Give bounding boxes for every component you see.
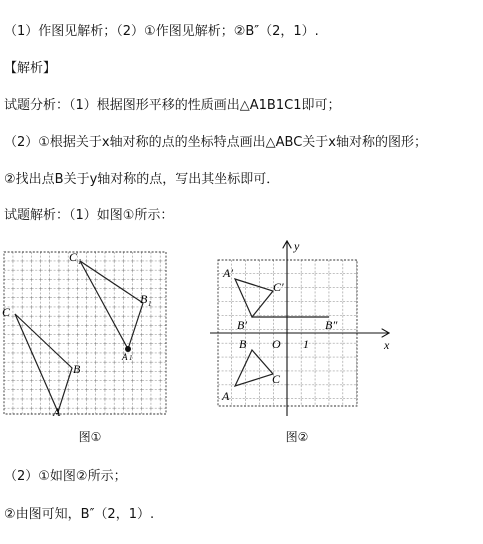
analysis-line-3: ②找出点B关于y轴对称的点，写出其坐标即可． <box>4 172 280 187</box>
solution-line-3: ②由图可知，B″（2，1）. <box>4 507 155 522</box>
label-b: B <box>73 362 81 376</box>
label-a1: A <box>122 352 128 362</box>
label-b-2: B <box>239 337 247 351</box>
analysis-heading: 【解析】 <box>4 61 57 76</box>
figure-1 <box>0 246 175 422</box>
label-x-axis: x <box>384 338 390 352</box>
label-b-double: B″ <box>325 318 338 332</box>
label-y-axis: y <box>294 239 300 253</box>
label-b1-sub: 1 <box>148 300 152 308</box>
solution-line-1: 试题解析：（1）如图①所示： <box>4 208 174 223</box>
answer-line: （1）作图见解析；（2）①作图见解析；②B″（2，1）. <box>4 24 319 39</box>
figure-2-caption: 图② <box>285 430 309 444</box>
label-a1-sub: 1 <box>129 354 133 362</box>
label-c1: C <box>69 250 78 264</box>
figure-2 <box>210 236 400 418</box>
label-c: C <box>2 305 11 319</box>
analysis-line-1: 试题分析：（1）根据图形平移的性质画出△A1B1C1即可； <box>4 98 341 113</box>
label-a-2: A <box>222 389 230 403</box>
label-a-prime: A′ <box>223 266 233 280</box>
label-b1: B <box>140 292 148 306</box>
label-c1-sub: 1 <box>78 258 82 266</box>
label-c-2: C <box>272 372 281 386</box>
label-c-prime: C′ <box>273 280 284 294</box>
label-origin: O <box>272 337 281 351</box>
label-b-prime: B′ <box>237 318 247 332</box>
solution-line-2: （2）①如图②所示； <box>4 469 127 484</box>
label-unit-one: 1 <box>303 337 309 351</box>
figure-1-caption: 图① <box>78 430 102 444</box>
analysis-line-2: （2）①根据关于x轴对称的点的坐标特点画出△ABC关于x轴对称的图形； <box>4 135 427 150</box>
label-a: A <box>53 405 61 419</box>
